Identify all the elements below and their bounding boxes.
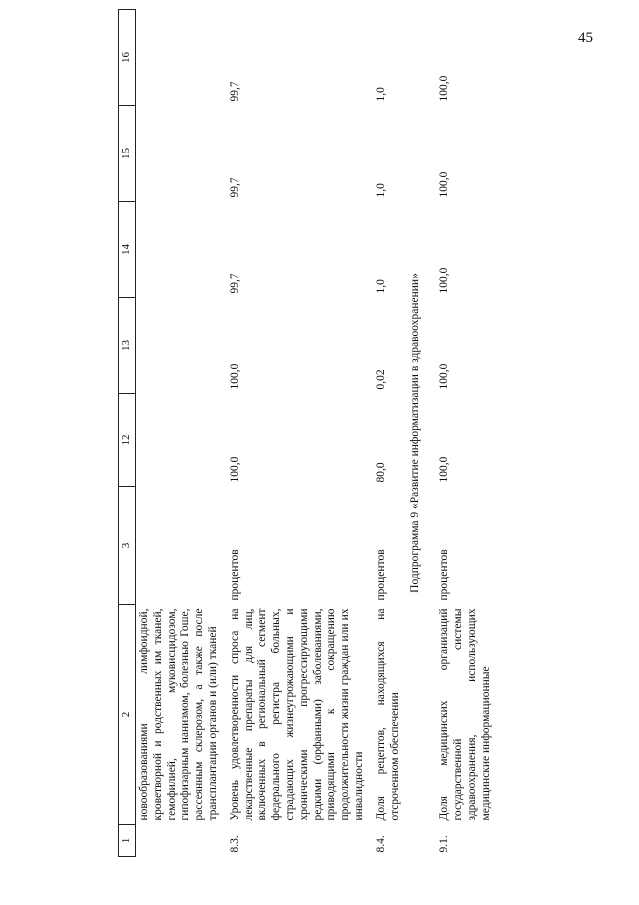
value-cell: 100,0 bbox=[228, 363, 241, 390]
unit-cell: процентов bbox=[374, 549, 387, 601]
row-number: 8.3. bbox=[228, 835, 241, 853]
value-cell: 100,0 bbox=[438, 75, 451, 102]
value-cell: 80,0 bbox=[374, 462, 387, 483]
column-header: 12 bbox=[119, 394, 136, 487]
indicator-name: новообразованиями лимфоидной, кроветворной и родственных им тканей, гемофилией, муковисцидозом, гипофизарным нанизмом, болезнью Гоше, рассеянным склерозом, а также после трансплантации органов и (или) тканей bbox=[138, 608, 219, 821]
page-number: 45 bbox=[578, 30, 593, 46]
subprogram-title: Подпрограмма 9 «Развитие информатизации в здравоохранении» bbox=[409, 273, 422, 593]
value-cell: 99,7 bbox=[228, 177, 241, 198]
row-number: 9.1. bbox=[438, 835, 451, 853]
rotated-table-container bbox=[118, 10, 618, 857]
value-cell bbox=[136, 10, 222, 106]
column-header: 13 bbox=[119, 298, 136, 394]
column-header: 2 bbox=[119, 605, 136, 825]
value-cell: 99,7 bbox=[228, 273, 241, 294]
value-cell: 1,0 bbox=[374, 87, 387, 102]
value-cell: 100,0 bbox=[228, 456, 241, 483]
value-cell: 100,0 bbox=[438, 363, 451, 390]
unit-cell: процентов bbox=[438, 549, 451, 601]
column-header: 14 bbox=[119, 202, 136, 298]
column-header: 15 bbox=[119, 106, 136, 202]
value-cell bbox=[136, 106, 222, 202]
header-row bbox=[119, 10, 136, 857]
value-cell bbox=[136, 298, 222, 394]
subprogram-header-row bbox=[403, 10, 431, 857]
table-row bbox=[136, 10, 222, 857]
value-cell: 99,7 bbox=[228, 81, 241, 102]
column-header: 16 bbox=[119, 10, 136, 106]
value-cell bbox=[136, 394, 222, 487]
value-cell: 1,0 bbox=[374, 279, 387, 294]
table-row bbox=[222, 10, 368, 857]
value-cell: 1,0 bbox=[374, 183, 387, 198]
value-cell: 100,0 bbox=[438, 171, 451, 198]
value-cell bbox=[136, 202, 222, 298]
unit-cell: процентов bbox=[228, 549, 241, 601]
row-number bbox=[136, 825, 222, 857]
value-cell: 0,02 bbox=[374, 369, 387, 390]
indicator-name: Уровень удовлетворенности спроса на лекарственные препараты для лиц, включенных в региональный сегмент федерального регистра больных, страдающих жизнеугрожающими и хроническими прогрессирующими редкими (орфанными) заболеваниями, приводящими к сокращению продолжительности жизни граждан или их инвалидности bbox=[228, 608, 365, 821]
value-cell: 100,0 bbox=[438, 267, 451, 294]
table-row bbox=[431, 10, 494, 857]
value-cell: 100,0 bbox=[438, 456, 451, 483]
indicator-name: Доля рецептов, находящихся на отсроченном обеспечении bbox=[374, 608, 401, 821]
row-number: 8.4. bbox=[374, 835, 387, 853]
indicators-table bbox=[118, 9, 494, 857]
indicator-name: Доля медицинских организаций государственной системы здравоохранения, использующих медицинские информационные bbox=[438, 608, 492, 821]
unit-cell bbox=[136, 487, 222, 605]
column-header: 1 bbox=[119, 825, 136, 857]
table-row bbox=[368, 10, 404, 857]
column-header: 3 bbox=[119, 487, 136, 605]
